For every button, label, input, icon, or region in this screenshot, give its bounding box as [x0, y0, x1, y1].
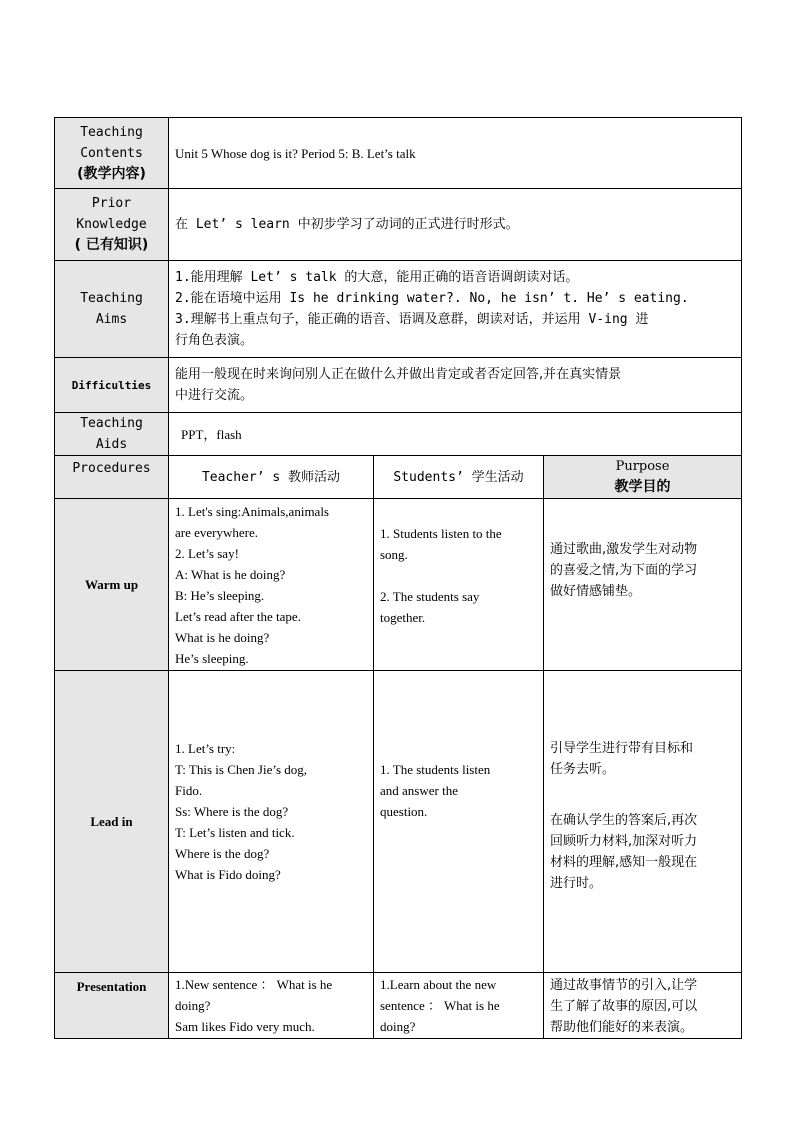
aim-line: 2.能在语境中运用 Is he drinking water?. No, he isn’ t. He’ s eating.: [175, 291, 689, 306]
stage-purpose: 通过歌曲,激发学生对动物 的喜爱之情,为下面的学习 做好情感铺垫。: [544, 499, 742, 671]
stage-teacher-activity: 1. Let’s try: T: This is Chen Jie’s dog, Fido. Ss: Where is the dog? T: Let’s listen and tick. Where is the dog? What is Fido doing?: [169, 671, 374, 973]
stage-students-activity: 1. Students listen to the song. 2. The students say together.: [374, 499, 544, 671]
aim-line: 3.理解书上重点句子，能正确的语音、语调及意群，朗读对话，并运用 V-ing 进: [175, 312, 649, 327]
value-difficulties: 能用一般现在时来询问别人正在做什么并做出肯定或者否定回答,并在真实情景 中进行交流。: [169, 358, 742, 413]
row-teaching-contents: [55, 118, 742, 189]
stage-name: Warm up: [55, 499, 169, 671]
stage-purpose: 引导学生进行带有目标和 任务去听。 在确认学生的答案后,再次 回顾听力材料,加深对听力 材料的理解,感知一般现在 进行时。: [544, 671, 742, 973]
label-procedures: Procedures: [55, 456, 169, 499]
aim-line: 行角色表演。: [175, 333, 254, 348]
label-teaching-aids: Teaching Aids: [55, 413, 169, 456]
row-teaching-aims: [55, 261, 742, 358]
aim-line: 1.能用理解 Let’ s talk 的大意，能用正确的语音语调朗读对话。: [175, 270, 579, 285]
lesson-plan-table: [54, 117, 742, 1039]
row-teaching-aids: [55, 413, 742, 456]
stage-teacher-activity: 1. Let's sing:Animals,animals are everywhere. 2. Let’s say! A: What is he doing? B: He’s sleeping. Let’s read after the tape. What is he doing? He’s sleeping.: [169, 499, 374, 671]
row-prior-knowledge: [55, 189, 742, 261]
stage-purpose: 通过故事情节的引入,让学 生了解了故事的原因,可以 帮助他们能好的来表演。: [544, 973, 742, 1039]
stage-name: Presentation: [55, 973, 169, 1039]
col-purpose-header: Purpose 教学目的: [544, 456, 742, 499]
col-students-header: Students’ 学生活动: [374, 456, 544, 499]
stage-students-activity: 1. The students listen and answer the question.: [374, 671, 544, 973]
col-teacher-header: Teacher’ s 教师活动: [169, 456, 374, 499]
value-prior-knowledge: 在 Let’ s learn 中初步学习了动词的正式进行时形式。: [169, 189, 742, 261]
value-teaching-aims: [169, 261, 742, 358]
label-difficulties: Difficulties: [55, 358, 169, 413]
stage-students-activity: 1.Learn about the new sentence ： What is he doing?: [374, 973, 544, 1039]
label-prior-knowledge: Prior Knowledge ( 已有知识): [55, 189, 169, 261]
row-stage-lead-in: [55, 671, 742, 973]
label-teaching-contents: Teaching Contents (教学内容): [55, 118, 169, 189]
row-procedures-header: [55, 456, 742, 499]
stage-name: Lead in: [55, 671, 169, 973]
stage-teacher-activity: 1.New sentence ： What is he doing? Sam likes Fido very much.: [169, 973, 374, 1039]
value-teaching-aids: PPT，flash: [169, 413, 742, 456]
value-teaching-contents: Unit 5 Whose dog is it? Period 5: B. Let’s talk: [169, 118, 742, 189]
row-stage-warm-up: [55, 499, 742, 671]
row-difficulties: [55, 358, 742, 413]
label-teaching-aims: Teaching Aims: [55, 261, 169, 358]
row-stage-presentation: [55, 973, 742, 1039]
